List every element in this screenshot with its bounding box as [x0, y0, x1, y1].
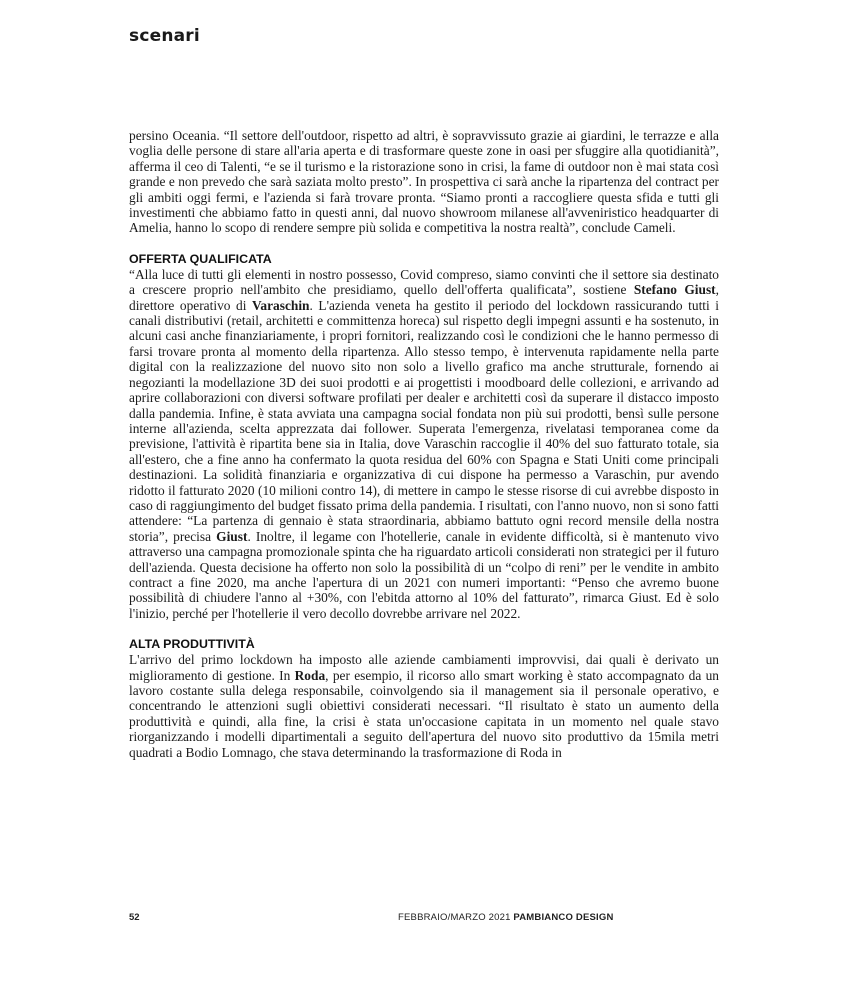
- issue-date: FEBBRAIO/MARZO 2021: [398, 912, 511, 923]
- section-paragraph-offerta-qualificata: [129, 267, 719, 621]
- person-name: Stefano Giust: [633, 282, 716, 298]
- article-intro-paragraph: persino Oceania. “Il settore dell'outdoor, rispetto ad altri, è sopravvissuto grazie ai giardini, le terrazze e alla voglia delle persone di stare all'aria aperta e di trasformare queste zone in oasi per sfuggire alla quotidianità”, afferma il ceo di Talenti, “e se il turismo e la ristorazione sono in crisi, la fame di outdoor non è mai stata così grande e non prevedo che sarà saziata molto presto”. In prospettiva ci sarà anche la ripartenza del contract per gli ambiti oggi fermi, e l'azienda si farà trovare pronta. “Siamo pronti a raccogliere questa sfida e tutti gli investimenti che abbiamo fatto in questi anni, dal nuovo showroom milanese all'avveniristico headquarter di Amelia, hanno lo scopo di rendere sempre più solida e competitiva la nostra realtà”, conclude Cameli.: [129, 128, 719, 236]
- company-name: Roda: [294, 667, 326, 683]
- section-paragraph-alta-produttivita: [129, 652, 719, 760]
- company-name: Varaschin: [251, 297, 310, 313]
- magazine-name: PAMBIANCO DESIGN: [513, 912, 614, 923]
- person-name: Giust: [216, 528, 248, 544]
- paragraph-text: L'arrivo del primo lockdown ha imposto alle aziende cambiamenti improvvisi, dai quali è derivato un miglioramento di gestione. In: [129, 652, 719, 683]
- page-number: 52: [129, 912, 140, 923]
- section-heading-alta-produttivita: ALTA PRODUTTIVITÀ: [129, 637, 255, 652]
- paragraph-text: . Inoltre, il legame con l'hotellerie, canale in evidente difficoltà, si è mantenuto vivo attraverso una campagna promozionale spinta che ha riguardato articoli considerati non strategici per il futuro dell'azienda. Questa decisione ha offerto non solo la possibilità di un “colpo di reni” per le vendite in ambito contract a fine 2020, ma anche l'apertura di un 2021 con numeri importanti: “Penso che avremo buone possibilità di chiudere l'anno al +30%, con l'ebitda attorno al 10% del fatturato”, rimarca Giust. Ed è solo l'inizio, perché per l'hotellerie il vero decollo dovrebbe arrivare nel 2022.: [129, 528, 719, 621]
- paragraph-text: , direttore operativo di: [129, 282, 720, 313]
- paragraph-text: . L'azienda veneta ha gestito il periodo del lockdown rassicurando tutti i canali distributivi (retail, architetti e committenza horeca) sul rispetto degli impegni assunti e ha sostenuto, in alcuni casi anche finanziariamente, i propri fornitori, realizzando così le condizioni che le hanno permesso di farsi trovare pronta al momento della ripartenza. Allo stesso tempo, è intervenuta rapidamente nella parte digital con la realizzazione del nuovo sito non solo a livello grafico ma anche strutturale, fornendo ai negozianti la modellazione 3D dei suoi prodotti e ai progettisti i moodboard delle collezioni, e arrivando ad aprire collaborazioni con diversi software profilati per dealer e architetti così da superare il distacco imposto dalla pandemia. Infine, è stata avviata una campagna social fondata non più sui prodotti, bensì sulle persone interne all'azienda, scelta apprezzata dai follower. Superata l'emergenza, rivelatasi temporanea come da previsione, l'attività è ripartita bene sia in Italia, dove Varaschin raccoglie il 40% del suo fatturato totale, sia all'estero, che a fine anno ha confermato la quota residua del 60% con Spagna e Stati Uniti come principali destinazioni. La solidità finanziaria e organizzativa di cui dispone ha permesso a Varaschin, pur avendo ridotto il fatturato 2020 (10 milioni contro 14), di mettere in campo le stesse risorse di cui avrebbe disposto in caso di raggiungimento del budget fissato prima della pandemia. I risultati, con l'anno nuovo, non si sono fatti attendere: “La partenza di gennaio è stata straordinaria, abbiamo battuto ogni record mensile della nostra storia”, precisa: [129, 297, 719, 544]
- paragraph-text: , per esempio, il ricorso allo smart working è stato accompagnato da un lavoro costante sulla delega responsabile, coinvolgendo sia il management sia il personale operativo, e concentrando le attenzioni sugli obiettivi considerati necessari. “Il risultato è stato un aumento della produttività e quindi, alla fine, la crisi è stata un'occasione capitata in un momento nel quale stavo riorganizzando i modelli dipartimentali a seguito dell'apertura del nuovo sito produttivo da 15mila metri quadrati a Bodio Lomnago, che stava determinando la trasformazione di Roda in: [129, 667, 719, 760]
- section-heading-offerta-qualificata: OFFERTA QUALIFICATA: [129, 251, 272, 266]
- footer-issue: [398, 912, 614, 923]
- article-body: [129, 128, 719, 760]
- section-label: scenari: [129, 26, 200, 46]
- paragraph-text: “Alla luce di tutti gli elementi in nostro possesso, Covid compreso, siamo convinti che il settore sia destinato a crescere proprio nell'ambito che presidiamo, quello dell'offerta qualificata”, sostiene: [129, 266, 719, 298]
